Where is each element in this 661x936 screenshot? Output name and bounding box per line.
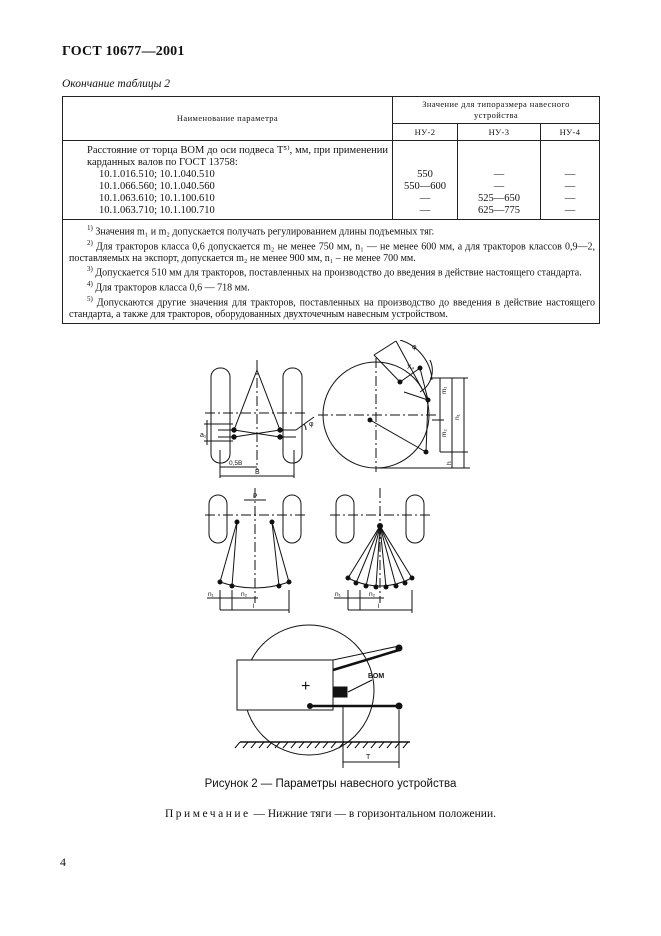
footnote: $^{4)}$ Для тракторов класса 0,6 — 718 мм. <box>87 279 250 294</box>
table-cell: 550 <box>417 169 433 180</box>
side-view <box>318 340 470 472</box>
wheel-left <box>211 368 230 463</box>
hitch-point <box>232 428 236 432</box>
remark-text: — Нижние тяги — в горизонтальном положении. <box>250 808 496 820</box>
n1-label: n₁ <box>208 591 214 598</box>
col-header-nu4: НУ-4 <box>541 124 600 141</box>
sway-view-left <box>205 488 306 613</box>
link-line <box>348 526 380 578</box>
b-label: B <box>255 469 260 476</box>
footnote: $^{2)}$ Для тракторов класса 0,6 допускается m₂ не менее 750 мм, n₁ — не менее 600 мм, а для тракторов классов 0,9—2, поставляемых на экспорт, допускается m₂ не менее 900 мм, n₁ – не менее 700 мм. <box>69 238 596 264</box>
hitch-point <box>396 703 402 709</box>
link-line <box>272 522 289 582</box>
m2-label: m₂ <box>441 429 448 437</box>
hitch-point <box>378 524 383 529</box>
n1-label: n₁ <box>454 414 461 420</box>
page-number: 4 <box>60 855 66 869</box>
table-footnotes <box>63 220 600 324</box>
hitch-point <box>396 645 402 651</box>
wheel-right <box>406 495 424 543</box>
value-header-cell <box>393 97 600 124</box>
hitch-point <box>426 398 430 402</box>
table-cell: — <box>419 193 431 204</box>
hitch-point <box>277 584 281 588</box>
link-line <box>374 341 396 355</box>
param-title: Расстояние от торца ВОМ до оси подвеса T⁵⁾, мм, при применении карданных валов по ГОСТ 13758: <box>87 145 388 168</box>
param-header: Наименование параметра <box>176 113 279 123</box>
tractor-body <box>237 660 333 710</box>
row-label: 10.1.016.510; 10.1.040.510 <box>99 169 215 180</box>
row-label: 10.1.063.710; 10.1.100.710 <box>99 205 215 216</box>
hitch-point <box>368 418 372 422</box>
hitch-point <box>287 580 291 584</box>
link-line <box>257 370 280 430</box>
top-view <box>200 360 314 478</box>
link-line <box>272 522 279 586</box>
footnote: $^{3)}$ Допускается 510 мм для тракторов, поставленных на производство до введения в действие настоящего стандарта. <box>87 265 582 279</box>
hitch-diagram <box>0 340 661 770</box>
hitch-point <box>232 435 236 439</box>
hitch-point <box>424 450 428 454</box>
link-line <box>420 368 428 400</box>
hitch-point <box>235 520 239 524</box>
p-label: P <box>253 493 258 500</box>
phi-label: φ <box>412 344 417 351</box>
footnote: $^{5)}$ Допускаются другие значения для тракторов, поставленных на производство до введения в действие настоящего стандарта, а также для тракторов, оборудованных двухточечным навесным устройством. <box>69 294 596 320</box>
hitch-point <box>410 576 414 580</box>
hitch-point <box>384 585 388 589</box>
row-label: 10.1.063.610; 10.1.100.610 <box>99 193 215 204</box>
wheel-right <box>283 368 302 463</box>
l-label: l <box>253 603 255 610</box>
half-b-label: 0,5B <box>229 460 243 467</box>
hitch-point <box>364 584 368 588</box>
nu2-values <box>393 141 458 220</box>
value-header: Значение для типоразмера навесного устройства <box>422 99 570 120</box>
hitch-point <box>270 520 274 524</box>
footnote: $^{1)}$ Значения m₁ и m₂ допускается получать регулированием длины подъемных тяг. <box>87 224 435 238</box>
table-cell: — <box>564 193 576 204</box>
pto-view <box>235 625 410 768</box>
param-header-cell <box>63 97 393 141</box>
l-label: l <box>378 603 380 610</box>
hitch-point <box>398 380 402 384</box>
table-cell: — <box>493 181 505 192</box>
table-cell: — <box>564 205 576 216</box>
hitch-point <box>278 435 282 439</box>
parameters-table <box>62 96 600 324</box>
hitch-point <box>308 704 313 709</box>
n2-label: n₂ <box>369 591 376 598</box>
hitch-point <box>394 584 398 588</box>
table-cell: 550—600 <box>404 181 446 192</box>
table-cell: — <box>493 169 505 180</box>
link-line <box>234 370 257 430</box>
wheel-left <box>336 495 354 543</box>
hitch-point <box>218 580 222 584</box>
ground-hatch <box>235 742 408 748</box>
nu3-values <box>458 141 541 220</box>
figure-caption: Рисунок 2 — Параметры навесного устройства <box>204 778 457 790</box>
center-plus: + <box>301 678 311 695</box>
table-cell: — <box>419 205 431 216</box>
pto-shaft <box>333 687 347 697</box>
phi-label: φ <box>309 421 314 428</box>
n2-label: n₂ <box>241 591 248 598</box>
nu4-values <box>541 141 600 220</box>
hitch-point <box>374 585 378 589</box>
hitch-point <box>346 576 350 580</box>
col-header-nu3: НУ-3 <box>458 124 541 141</box>
row-label: 10.1.066.560; 10.1.040.560 <box>99 181 215 192</box>
table-cell: 525—650 <box>478 193 520 204</box>
hitch-point <box>354 581 358 585</box>
sway-view-right <box>330 488 432 613</box>
link-line <box>374 355 400 382</box>
document-header: ГОСТ 10677—2001 <box>62 44 185 59</box>
h-label: h <box>446 461 453 465</box>
hitch-point <box>278 428 282 432</box>
angle-arc <box>304 424 306 430</box>
m1-label: m₁ <box>441 386 448 394</box>
hitch-point <box>418 366 422 370</box>
a1-label: a₁ <box>200 432 207 439</box>
table-cell: 625—775 <box>478 205 520 216</box>
wheel-right <box>283 495 301 543</box>
link-line <box>370 420 426 452</box>
n1-label: n₁ <box>335 591 341 598</box>
table-continuation-label: Окончание таблицы 2 <box>62 78 170 90</box>
hitch-point <box>403 581 407 585</box>
remark-label: Примечание <box>165 808 251 820</box>
vom-label: ВОМ <box>368 673 385 680</box>
t-label: T <box>366 754 371 761</box>
wheel-left <box>209 495 227 543</box>
param-description-cell <box>63 141 393 220</box>
table-cell: — <box>564 181 576 192</box>
hitch-point <box>230 584 234 588</box>
figure-remark <box>0 808 661 820</box>
leader-line <box>348 680 372 692</box>
table-cell: — <box>564 169 576 180</box>
col-header-nu2: НУ-2 <box>393 124 458 141</box>
x4-label: X₄ <box>407 364 414 371</box>
